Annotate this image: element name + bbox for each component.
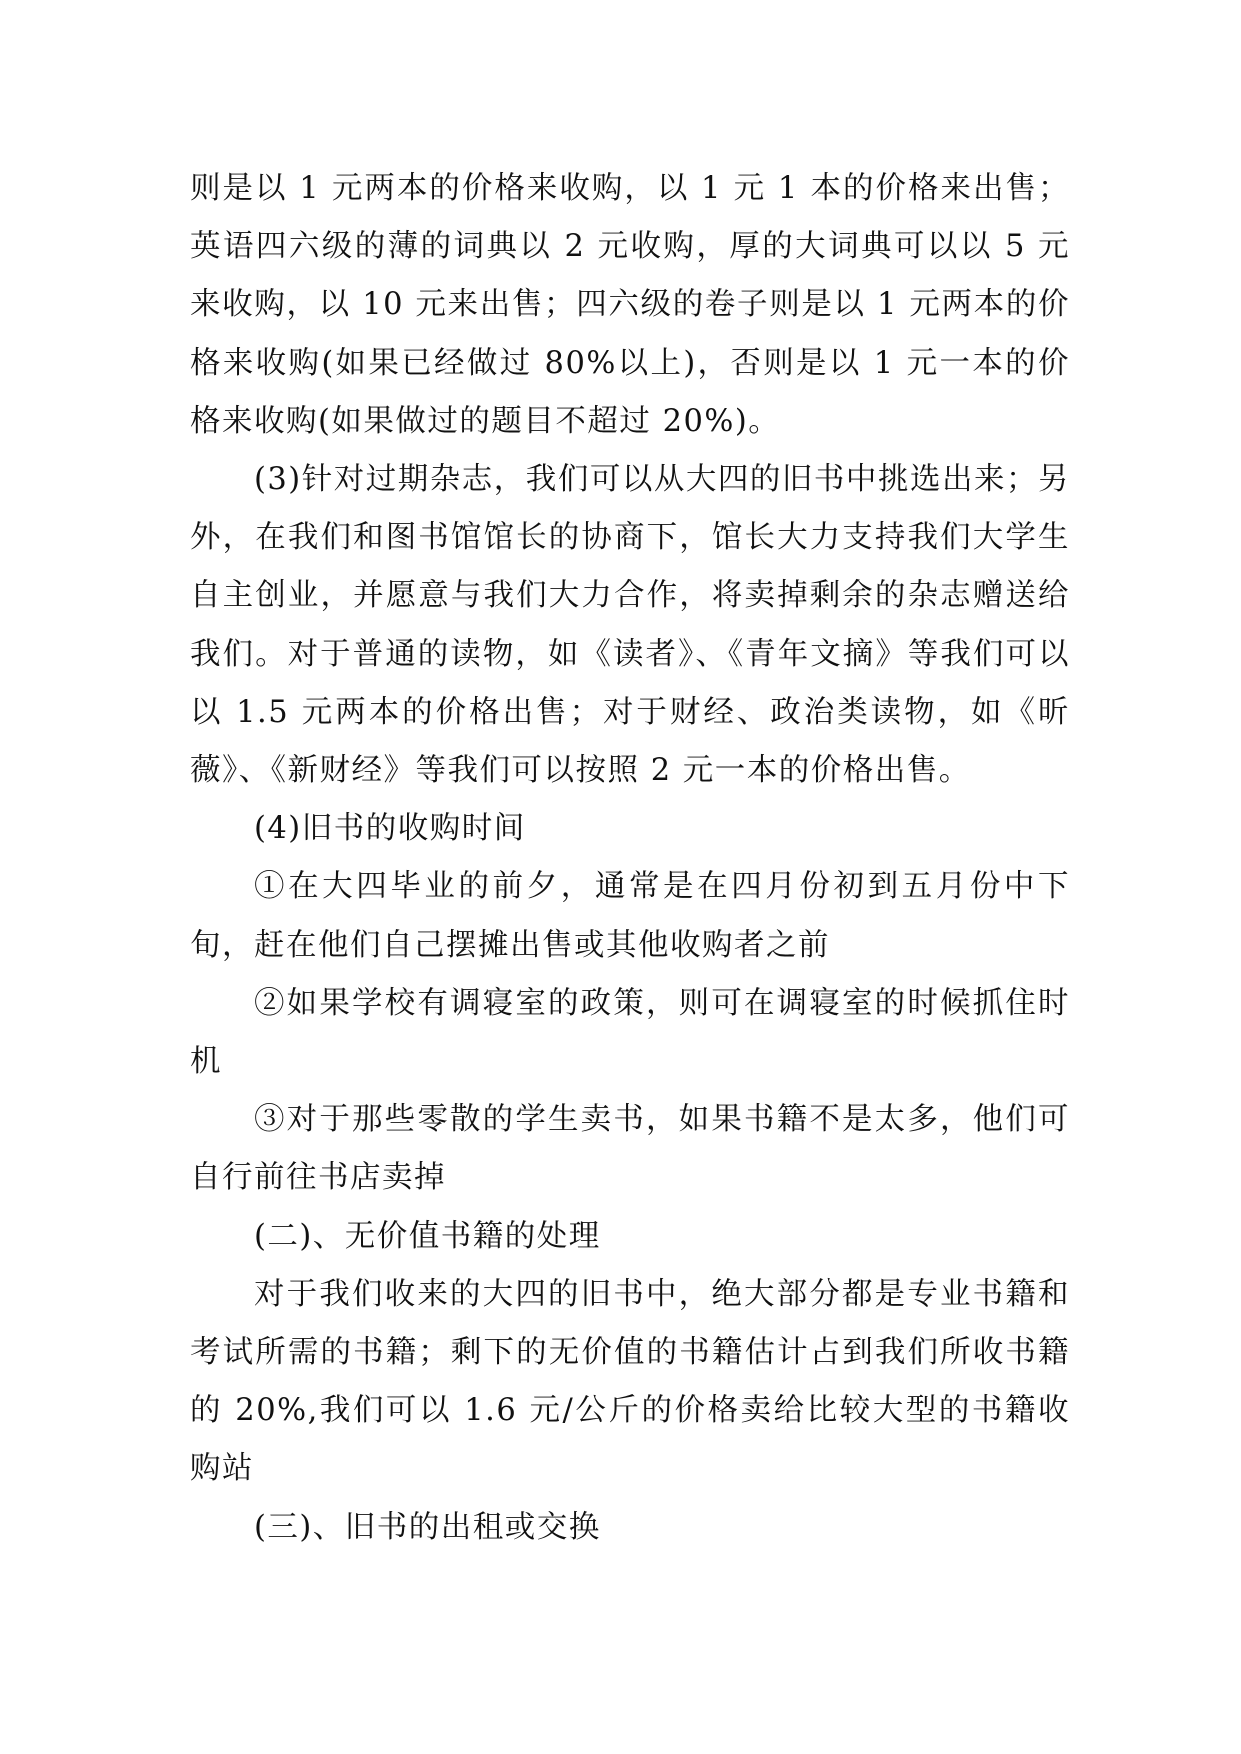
document-body <box>190 160 1070 1557</box>
paragraph-2: (3)针对过期杂志，我们可以从大四的旧书中挑选出来；另外，在我们和图书馆馆长的协商下，馆长大力支持我们大学生自主创业，并愿意与我们大力合作，将卖掉剩余的杂志赠送给我们。对于普通的读物，如《读者》、《青年文摘》等我们可以以 1.5 元两本的价格出售；对于财经、政治类读物，如《昕薇》、《新财经》等我们可以按照 2 元一本的价格出售。 <box>190 462 1070 789</box>
paragraph-7: 对于我们收来的大四的旧书中，绝大部分都是专业书籍和考试所需的书籍；剩下的无价值的书籍估计占到我们所收书籍的 20%,我们可以 1.6 元/公斤的价格卖给比较大型的书籍收购站 <box>190 1276 1070 1487</box>
paragraph-1: 则是以 1 元两本的价格来收购，以 1 元 1 本的价格来出售；英语四六级的薄的词典以 2 元收购，厚的大词典可以以 5 元来收购，以 10 元来出售；四六级的卷子则是以 1 元两本的价格来收购(如果已经做过 80%以上)，否则是以 1 元一本的价格来收购(如果做过的题目不超过 20%)。 <box>190 171 1070 439</box>
paragraph-5: ②如果学校有调寝室的政策，则可在调寝室的时候抓住时机 <box>190 985 1070 1080</box>
paragraph-4: ①在大四毕业的前夕，通常是在四月份初到五月份中下旬，赶在他们自己摆摊出售或其他收购者之前 <box>190 869 1070 963</box>
paragraph-6: ③对于那些零散的学生卖书，如果书籍不是太多，他们可自行前往书店卖掉 <box>190 1102 1070 1196</box>
section-heading-3: (三)、旧书的出租或交换 <box>254 1509 601 1545</box>
section-heading-2: (二)、无价值书籍的处理 <box>254 1218 601 1254</box>
paragraph-3: (4)旧书的收购时间 <box>254 811 526 847</box>
